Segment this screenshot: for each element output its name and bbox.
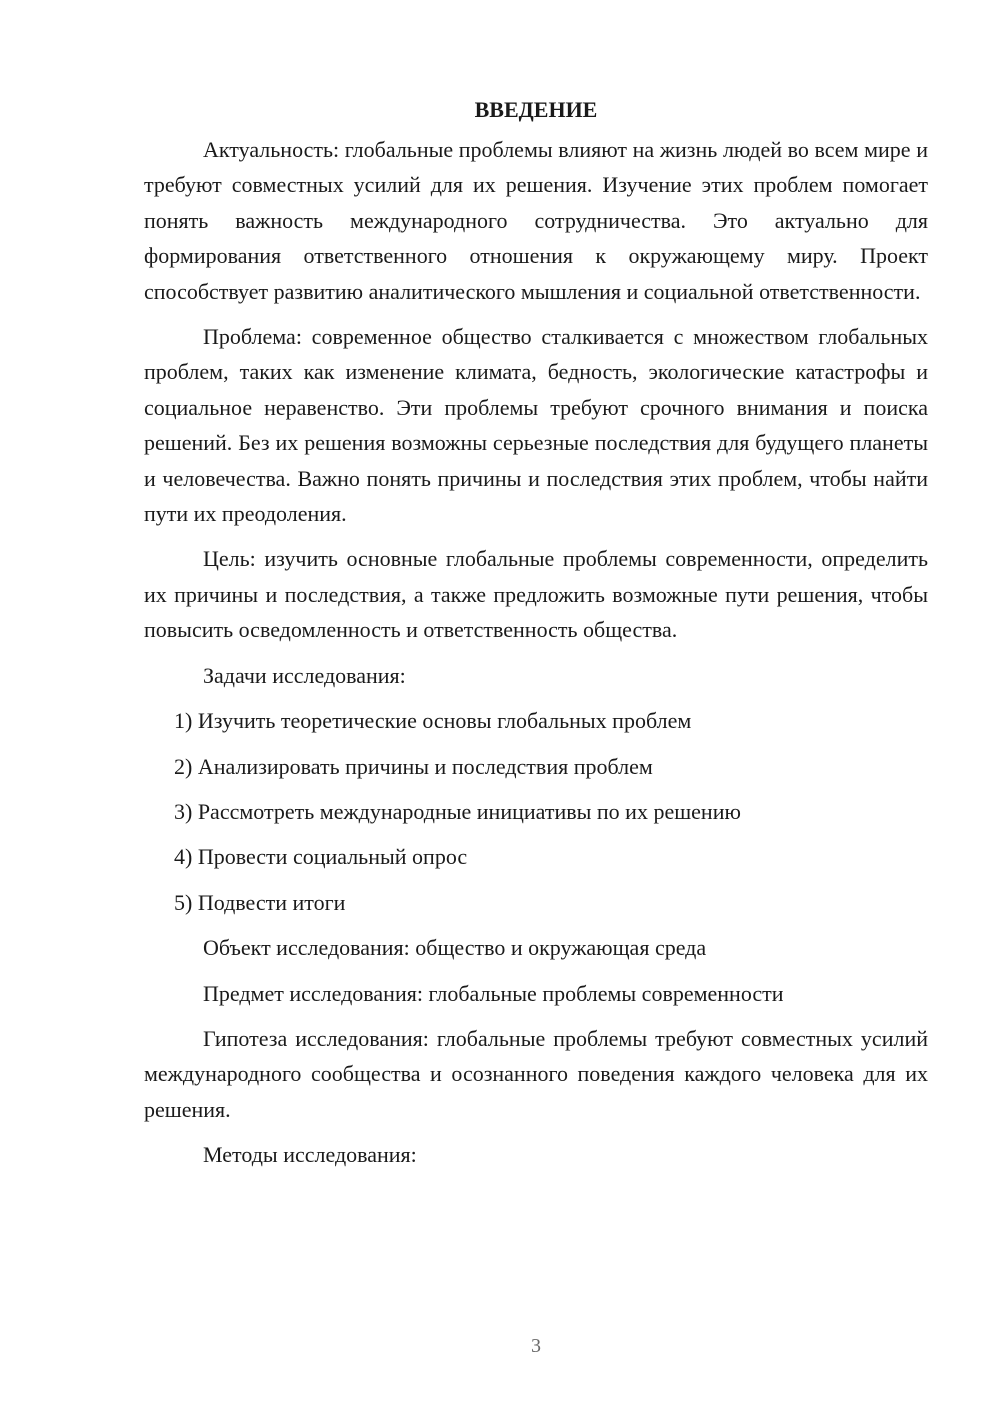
relevance-paragraph: Актуальность: глобальные проблемы влияют на жизнь людей во всем мире и требуют совместных усилий для их решения. Изучение этих проблем помогает понять важность международного сотрудничества. Это актуально для формирования ответственного отношения к окружающему миру. Проект способствует развитию аналитического мышления и социальной ответственности.	[144, 137, 928, 304]
problem-paragraph: Проблема: современное общество сталкивается с множеством глобальных проблем, таких как изменение климата, бедность, экологические катастрофы и социальное неравенство. Эти проблемы требуют срочного внимания и поиска решений. Без их решения возможны серьезные последствия для будущего планеты и человечества. Важно понять причины и последствия этих проблем, чтобы найти пути их преодоления.	[144, 324, 928, 527]
page-number: 3	[531, 1335, 541, 1357]
methods-paragraph: Методы исследования:	[203, 1142, 417, 1168]
list-item: 4) Провести социальный опрос	[174, 844, 468, 870]
list-item: 5) Подвести итоги	[174, 889, 346, 915]
list-item: 3) Рассмотреть международные инициативы по их решению	[174, 798, 741, 824]
section-heading: ВВЕДЕНИЕ	[474, 97, 598, 122]
list-item: 1) Изучить теоретические основы глобальных проблем	[174, 708, 692, 734]
list-item: 2) Анализировать причины и последствия проблем	[174, 753, 653, 779]
object-paragraph: Объект исследования: общество и окружающая среда	[203, 935, 707, 961]
tasks-list	[144, 703, 928, 920]
document-body	[144, 92, 928, 1183]
goal-paragraph: Цель: изучить основные глобальные проблемы современности, определить их причины и последствия, а также предложить возможные пути решения, чтобы повысить осведомленность и ответственность общества.	[144, 546, 928, 643]
tasks-intro: Задачи исследования:	[203, 662, 406, 688]
subject-paragraph: Предмет исследования: глобальные проблемы современности	[203, 980, 784, 1006]
hypothesis-paragraph: Гипотеза исследования: глобальные проблемы требуют совместных усилий международного сообщества и осознанного поведения каждого человека для их решения.	[144, 1025, 928, 1122]
